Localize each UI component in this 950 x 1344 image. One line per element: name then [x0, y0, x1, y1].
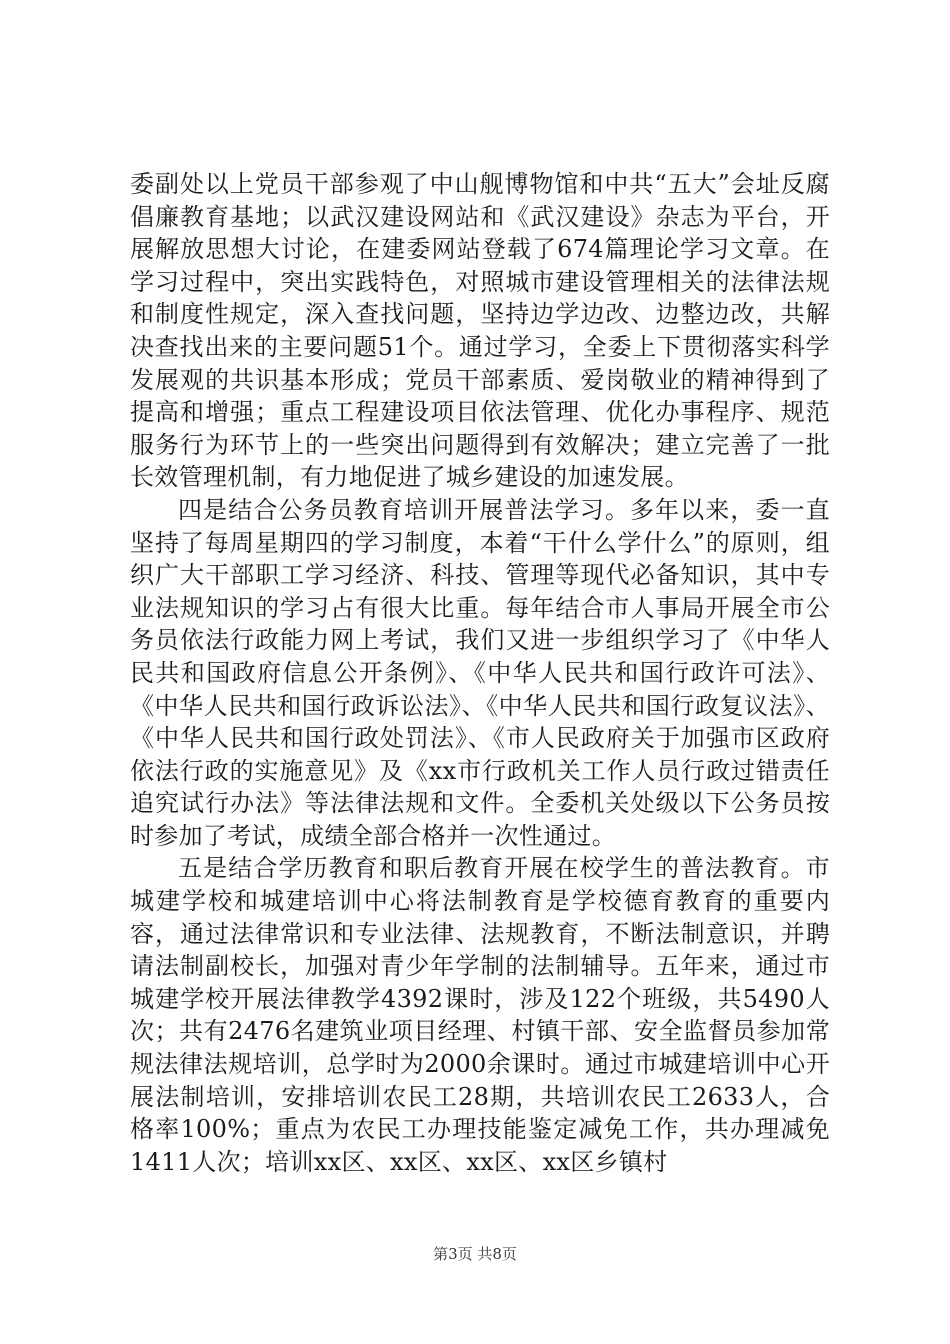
page-number: 第3页 共8页: [433, 1245, 517, 1263]
paragraph-section-four: 四是结合公务员教育培训开展普法学习。多年以来，委一直坚持了每周星期四的学习制度，本着“干什么学什么”的原则，组织广大干部职工学习经济、科技、管理等现代必备知识，其中专业法规知识的学习占有很大比重。每年结合市人事局开展全市公务员依法行政能力网上考试，我们又进一步组织学习了《中华人民共和国政府信息公开条例》、《中华人民共和国行政许可法》、《中华人民共和国行政诉讼法》、《中华人民共和国行政复议法》、《中华人民共和国行政处罚法》、《市人民政府关于加强市区政府依法行政的实施意见》及《xx市行政机关工作人员行政过错责任追究试行办法》等法律法规和文件。全委机关处级以下公务员按时参加了考试，成绩全部合格并一次性通过。: [130, 495, 830, 850]
document-body: [130, 168, 830, 1178]
paragraph-section-five: 五是结合学历教育和职后教育开展在校学生的普法教育。市城建学校和城建培训中心将法制教育是学校德育教育的重要内容，通过法律常识和专业法律、法规教育，不断法制意识，并聘请法制副校长，加强对青少年学制的法制辅导。五年来，通过市城建学校开展法律教学4392课时，涉及122个班级，共5490人次；共有2476名建筑业项目经理、村镇干部、安全监督员参加常规法律法规培训，总学时为2000余课时。通过市城建培训中心开展法制培训，安排培训农民工28期，共培训农民工2633人，合格率100%；重点为农民工办理技能鉴定减免工作，共办理减免1411人次；培训xx区、xx区、xx区、xx区乡镇村: [130, 854, 830, 1176]
paragraph-continuation: 委副处以上党员干部参观了中山舰博物馆和中共“五大”会址反腐倡廉教育基地；以武汉建设网站和《武汉建设》杂志为平台，开展解放思想大讨论，在建委网站登载了674篇理论学习文章。在学习过程中，突出实践特色，对照城市建设管理相关的法律法规和制度性规定，深入查找问题，坚持边学边改、边整边改，共解决查找出来的主要问题51个。通过学习，全委上下贯彻落实科学发展观的共识基本形成；党员干部素质、爱岗敬业的精神得到了提高和增强；重点工程建设项目依法管理、优化办事程序、规范服务行为环节上的一些突出问题得到有效解决；建立完善了一批长效管理机制，有力地促进了城乡建设的加速发展。: [130, 170, 830, 492]
page-footer: [0, 1243, 950, 1264]
